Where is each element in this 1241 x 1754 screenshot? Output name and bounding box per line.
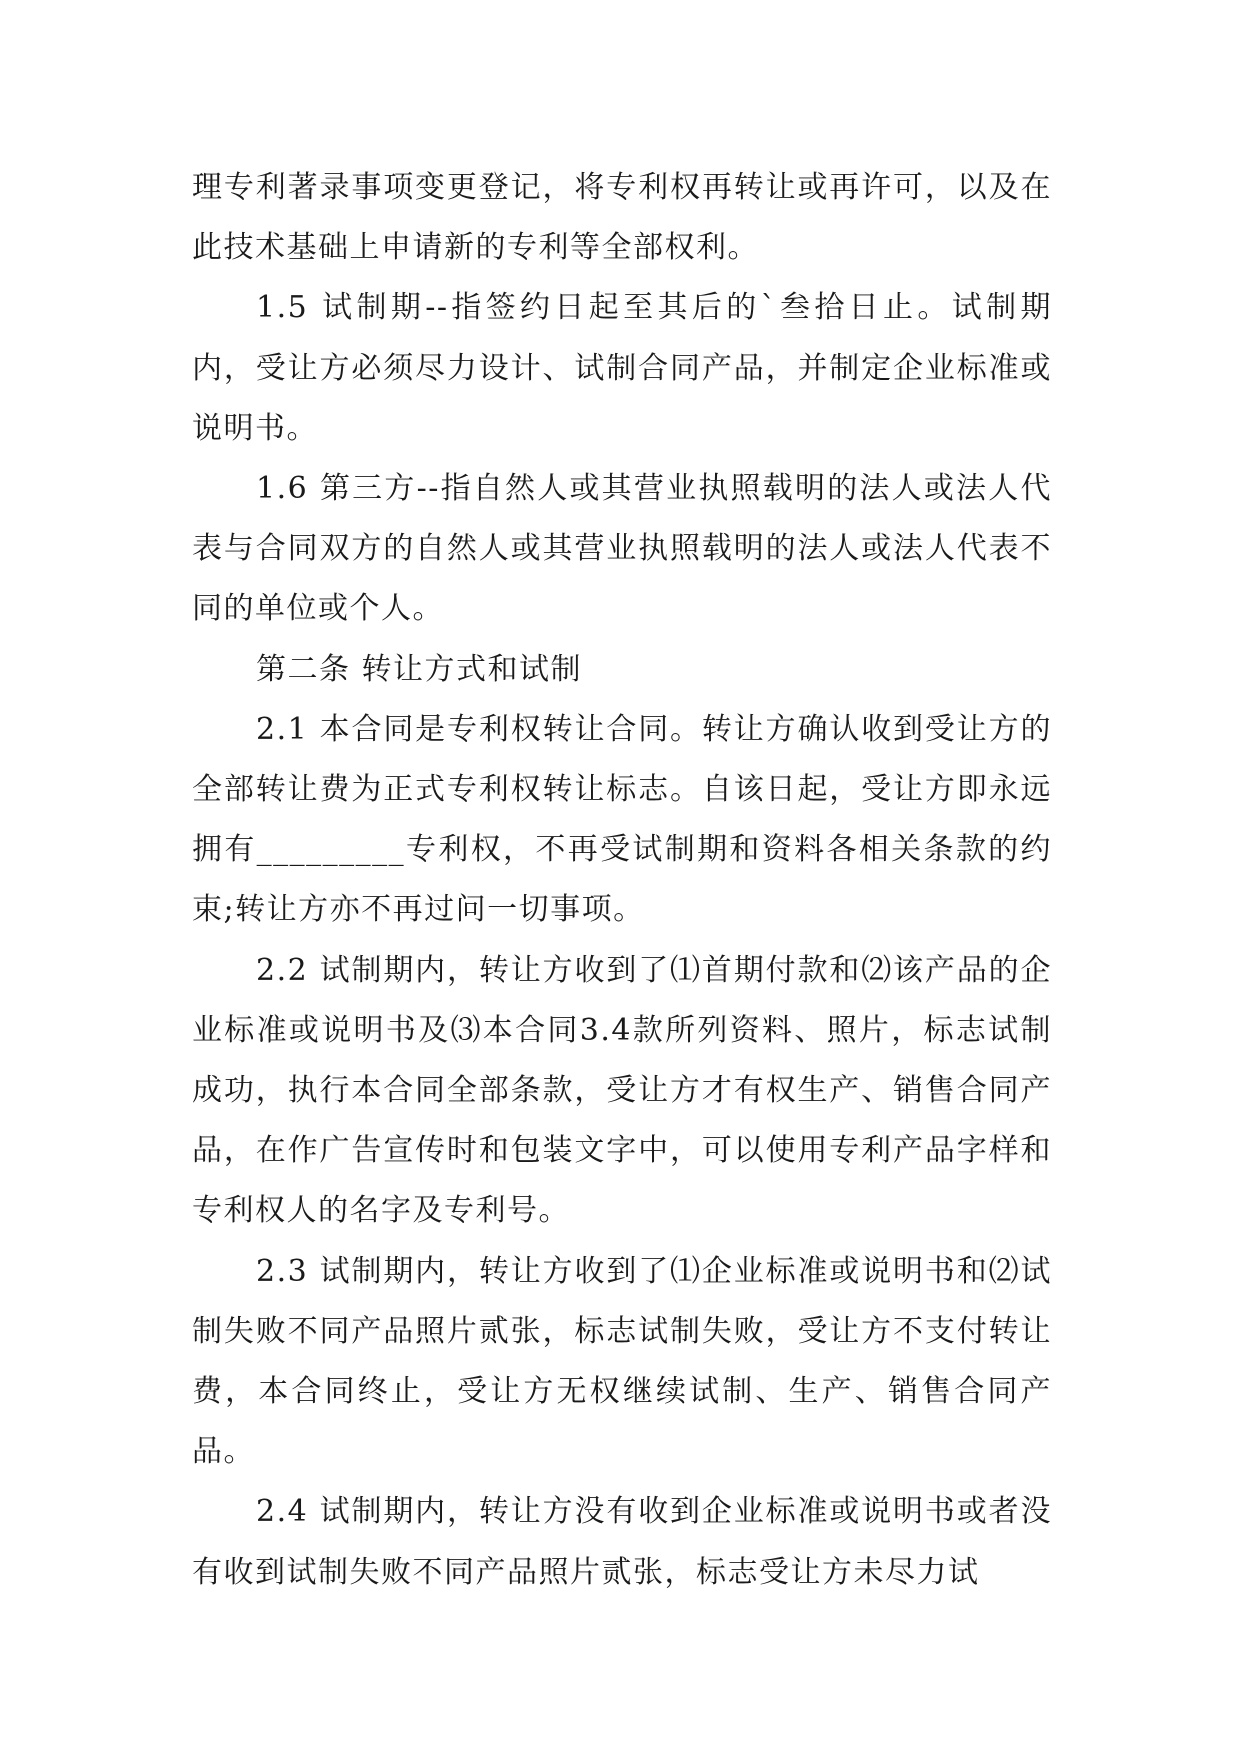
paragraph-2-3: 2.3 试制期内，转让方收到了⑴企业标准或说明书和⑵试制失败不同产品照片贰张，标志试制失败，受让方不支付转让费，本合同终止，受让方无权继续试制、生产、销售合同产品。 [192,1253,1052,1470]
document-body [192,158,1052,1603]
section-heading-article-2: 第二条 转让方式和试制 [256,651,583,687]
paragraph-2-2: 2.2 试制期内，转让方收到了⑴首期付款和⑵该产品的企业标准或说明书及⑶本合同3.4款所列资料、照片，标志试制成功，执行本合同全部条款，受让方才有权生产、销售合同产品，在作广告宣传时和包装文字中，可以使用专利产品字样和专利权人的名字及专利号。 [192,952,1052,1229]
paragraph-2-1: 2.1 本合同是专利权转让合同。转让方确认收到受让方的全部转让费为正式专利权转让标志。自该日起，受让方即永远拥有_________专利权，不再受试制期和资料各相关条款的约束;转让方亦不再过问一切事项。 [192,711,1052,928]
paragraph-2-4: 2.4 试制期内，转让方没有收到企业标准或说明书或者没有收到试制失败不同产品照片贰张，标志受让方未尽力试 [192,1494,1052,1590]
paragraph-1-6-third-party: 1.6 第三方--指自然人或其营业执照载明的法人或法人代表与合同双方的自然人或其营业执照载明的法人或法人代表不同的单位或个人。 [192,471,1052,627]
paragraph-rights-continuation: 理专利著录事项变更登记，将专利权再转让或再许可，以及在此技术基础上申请新的专利等全部权利。 [192,170,1052,266]
paragraph-1-5-trial-period: 1.5 试制期--指签约日起至其后的`叁拾日止。试制期内，受让方必须尽力设计、试制合同产品，并制定企业标准或说明书。 [192,290,1052,446]
